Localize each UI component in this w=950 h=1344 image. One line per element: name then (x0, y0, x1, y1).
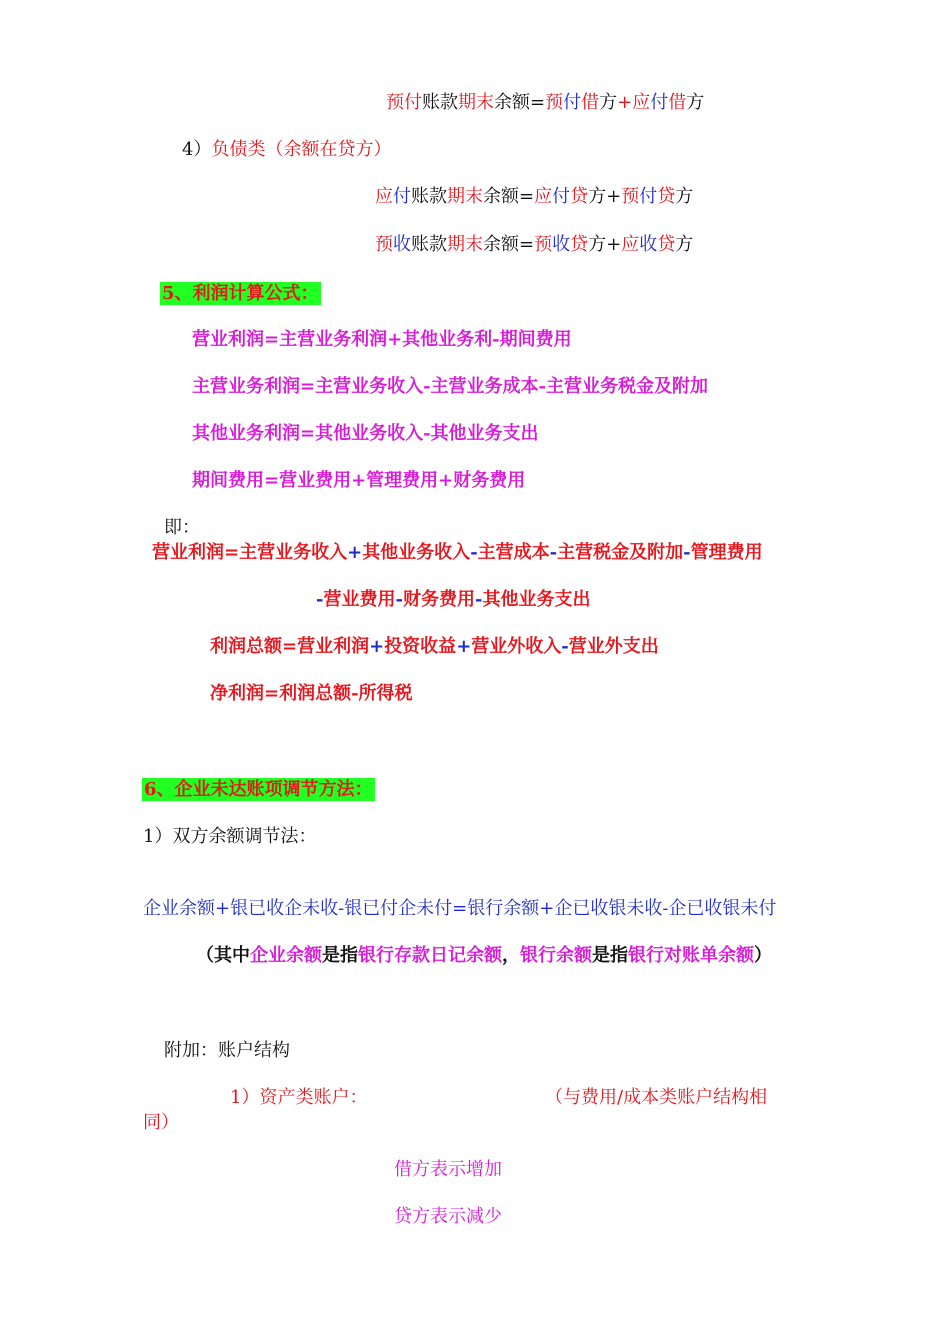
liability-formula-prepaid-run: 方 (686, 92, 705, 113)
ie-formula-line-2-run: - (395, 589, 403, 610)
liability-formula-payable-run: 付 (393, 186, 411, 207)
asset-account-note-continued: 同） (143, 1112, 179, 1133)
liability-formula-received-run: 方 (675, 234, 694, 255)
recon-note-run: 银行余额 (520, 945, 592, 966)
ie-formula-line-1-run: - (470, 542, 478, 563)
liability-formula-payable (375, 185, 693, 209)
liability-formula-received-run: 期末 (447, 234, 483, 255)
liability-formula-received-run: 方 (588, 234, 607, 255)
liability-formula-prepaid-run: 借 (581, 92, 600, 113)
total-profit-formula-run: + (456, 636, 472, 657)
ie-formula-line-1-run: - (549, 542, 558, 563)
recon-note-run: ） (754, 945, 772, 966)
liability-formula-payable-run: 付 (639, 186, 658, 207)
ie-formula-line-2-run: 营业费用 (323, 589, 396, 610)
profit-line-operating: 营业利润=主营业务利润+其他业务利-期间费用 (192, 329, 572, 350)
ie-formula-line-2-run: - (316, 589, 324, 610)
liability-formula-prepaid-run: 方 (599, 92, 618, 113)
liability-formula-received-run: = (519, 234, 535, 255)
liability-formula-received-run: + (606, 234, 622, 255)
ie-formula-line-1-run: 营业利润=主营业务收入 (152, 542, 348, 563)
liability-formula-payable-run: 预 (621, 186, 640, 207)
ie-formula-line-1 (152, 541, 763, 565)
total-profit-formula (210, 635, 659, 659)
liability-formula-prepaid-run: 余额 (494, 92, 530, 113)
liability-formula-received-run: 收 (393, 234, 411, 255)
recon-formula: 企业余额+银已收企未收-银已付企未付=银行余额+企已收银未收-企已收银未付 (143, 898, 777, 919)
ie-label: 即： (164, 517, 200, 538)
ie-formula-line-1-run: + (347, 542, 363, 563)
liability-formula-payable-run: 余额 (483, 186, 519, 207)
net-profit-formula: 净利润=利润总额-所得税 (210, 683, 413, 704)
liability-formula-payable-run: 应 (534, 186, 553, 207)
asset-account-heading: 1）资产类账户： (230, 1087, 368, 1108)
liability-formula-received-run: 应 (621, 234, 640, 255)
liability-formula-received-run: 贷 (657, 234, 676, 255)
liability-formula-prepaid-run: 付 (650, 92, 669, 113)
asset-account-note: （与费用/成本类账户结构相 (545, 1087, 768, 1108)
recon-note-run: （其中 (196, 945, 250, 966)
liability-formula-prepaid-run: 付 (563, 92, 582, 113)
recon-note (196, 944, 772, 968)
recon-note-run: 是指 (592, 945, 628, 966)
total-profit-formula-run: 利润总额=营业利润 (210, 636, 370, 657)
ie-formula-line-2-run: - (474, 589, 483, 610)
liability-formula-payable-run: + (606, 186, 622, 207)
liability-formula-prepaid-run: 应 (632, 92, 651, 113)
recon-note-run: ， (502, 945, 520, 966)
ie-formula-line-2 (316, 588, 590, 612)
ie-formula-line-2-run: 其他业务支出 (482, 589, 591, 610)
liability-formula-prepaid-run: 账款 (422, 92, 458, 113)
recon-heading-highlight: 6、企业未达账项调节方法： (144, 779, 373, 800)
recon-heading (142, 778, 375, 802)
liability-formula-prepaid-run: 借 (668, 92, 687, 113)
total-profit-formula-run: 营业外支出 (568, 636, 659, 657)
liability-formula-payable-run: 贷 (657, 186, 676, 207)
liability-formula-payable-run: 付 (552, 186, 571, 207)
liability-heading-number: 4） (182, 139, 212, 160)
recon-note-run: 是指 (322, 945, 358, 966)
profit-line-main-business: 主营业务利润=主营业务收入-主营业务成本-主营业务税金及附加 (192, 376, 709, 397)
liability-formula-prepaid-run: 预 (545, 92, 564, 113)
ie-formula-line-1-run: 主营税金及附加 (557, 542, 684, 563)
liability-formula-prepaid-run: = (530, 92, 546, 113)
liability-formula-payable-run: = (519, 186, 535, 207)
liability-formula-received-run: 收 (639, 234, 658, 255)
recon-subheading: 1）双方余额调节法： (143, 826, 317, 847)
liability-formula-received-run: 预 (375, 234, 393, 255)
ie-formula-line-1-run: 主营成本 (477, 542, 550, 563)
liability-heading-text: 负债类（余额在贷方） (211, 139, 392, 160)
liability-formula-prepaid (386, 91, 704, 115)
recon-note-run: 企业余额 (250, 945, 322, 966)
liability-formula-payable-run: 方 (675, 186, 694, 207)
liability-formula-payable-run: 期末 (447, 186, 483, 207)
profit-line-other-business: 其他业务利润=其他业务收入-其他业务支出 (192, 423, 539, 444)
total-profit-formula-run: 投资收益 (384, 636, 457, 657)
liability-formula-payable-run: 账款 (411, 186, 447, 207)
liability-formula-prepaid-run: + (617, 92, 633, 113)
ie-formula-line-1-run: - (683, 542, 691, 563)
liability-formula-payable-run: 贷 (570, 186, 589, 207)
liability-formula-payable-run: 应 (375, 186, 393, 207)
ie-formula-line-1-run: 管理费用 (690, 542, 763, 563)
liability-formula-received-run: 收 (552, 234, 571, 255)
liability-formula-received (375, 233, 693, 257)
liability-formula-received-run: 预 (534, 234, 553, 255)
asset-debit-rule: 借方表示增加 (394, 1159, 502, 1180)
total-profit-formula-run: 营业外收入 (471, 636, 562, 657)
total-profit-formula-run: + (369, 636, 385, 657)
liability-formula-prepaid-run: 期末 (458, 92, 494, 113)
recon-note-run: 银行对账单余额 (628, 945, 754, 966)
liability-formula-received-run: 贷 (570, 234, 589, 255)
profit-heading (160, 282, 321, 306)
appendix-label: 附加：账户结构 (164, 1040, 290, 1061)
liability-formula-payable-run: 方 (588, 186, 607, 207)
liability-formula-received-run: 余额 (483, 234, 519, 255)
liability-formula-prepaid-run: 预付 (386, 92, 422, 113)
ie-formula-line-2-run: 财务费用 (402, 589, 475, 610)
total-profit-formula-run: - (561, 636, 569, 657)
profit-line-period-expense: 期间费用=营业费用+管理费用+财务费用 (192, 470, 526, 491)
liability-heading (182, 138, 391, 162)
liability-formula-received-run: 账款 (411, 234, 447, 255)
profit-heading-highlight: 5、利润计算公式： (162, 283, 319, 304)
ie-formula-line-1-run: 其他业务收入 (362, 542, 471, 563)
recon-note-run: 银行存款日记余额 (358, 945, 502, 966)
asset-credit-rule: 贷方表示减少 (394, 1206, 502, 1227)
